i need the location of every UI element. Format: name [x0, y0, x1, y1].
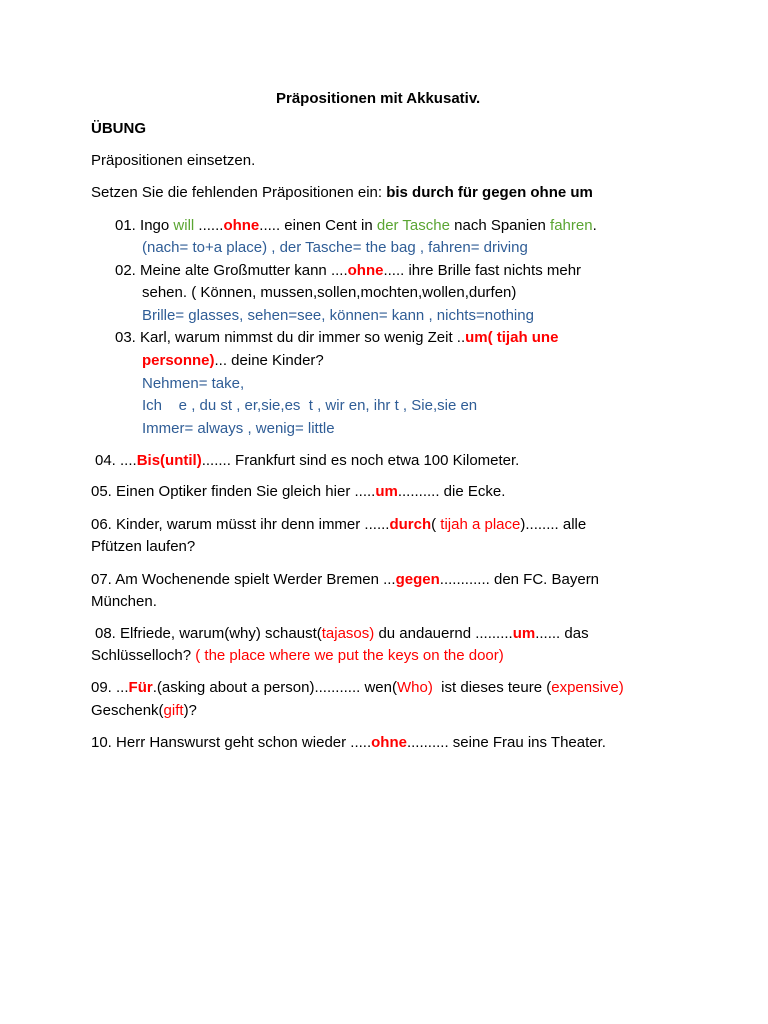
- exercise-text: ist dieses teure (: [432, 679, 552, 696]
- highlight-word: will: [173, 217, 195, 234]
- exercise-text: )?: [183, 702, 197, 719]
- highlight-word: fahren: [550, 217, 593, 234]
- exercise-text: (: [431, 516, 441, 533]
- answer-word: ohne: [223, 217, 260, 234]
- exercise-text: nach Spanien: [449, 217, 551, 234]
- exercise-09: [91, 677, 624, 699]
- instruction-text: Setzen Sie die fehlenden Präpositionen ein:: [91, 184, 387, 201]
- exercise-text: Schlüsselloch?: [91, 647, 196, 664]
- hint-text: gift: [163, 702, 184, 719]
- exercise-text: ...... das: [535, 625, 589, 642]
- exercise-03-line2: [142, 350, 324, 372]
- exercise-text: 06. Kinder, warum müsst ihr denn immer ......: [91, 516, 390, 533]
- exercise-02: [115, 260, 581, 282]
- exercise-text: 05. Einen Optiker finden Sie gleich hier .....: [91, 483, 376, 500]
- highlight-word: der Tasche: [376, 217, 450, 234]
- exercise-text: ....... Frankfurt sind es noch etwa 100 Kilometer.: [201, 452, 520, 469]
- answer-word: Für: [128, 679, 153, 696]
- exercise-10: [91, 732, 606, 754]
- answer-word: um: [375, 483, 398, 500]
- answer-word: gegen: [395, 571, 440, 588]
- exercise-09-line2: [91, 700, 197, 722]
- answer-word: ohne: [347, 262, 384, 279]
- exercise-01: [115, 215, 597, 237]
- answer-word: personne): [142, 352, 215, 369]
- exercise-text: 08. Elfriede, warum(why) schaust(: [95, 625, 322, 642]
- exercise-07-line2: München.: [91, 593, 157, 610]
- exercise-text: Meine alte Großmutter kann ....: [140, 262, 348, 279]
- exercise-text: 04. ....: [95, 452, 137, 469]
- exercise-text: )........ alle: [520, 516, 587, 533]
- exercise-text: du andauernd .........: [374, 625, 513, 642]
- exercise-08-line2: [91, 645, 504, 667]
- exercise-text: Geschenk(: [91, 702, 164, 719]
- exercise-text: 07. Am Wochenende spielt Werder Bremen ...: [91, 571, 396, 588]
- exercise-text: ......: [194, 217, 224, 234]
- exercise-text: .......... seine Frau ins Theater.: [406, 734, 606, 751]
- exercise-text: Karl, warum nimmst du dir immer so wenig Zeit ..: [140, 329, 466, 346]
- exercise-number: 03.: [115, 329, 136, 346]
- exercise-02-line2: sehen. ( Können, mussen,sollen,mochten,wollen,durfen): [142, 284, 517, 301]
- hint-text: Who): [397, 679, 433, 696]
- answer-word: Bis(until): [136, 452, 202, 469]
- conjugation-note: Ich e , du st , er,sie,es t , wir en, ihr t , Sie,sie en: [142, 397, 478, 414]
- vocab-note: Brille= glasses, sehen=see, können= kann , nichts=nothing: [142, 307, 534, 324]
- intro-text: Präpositionen einsetzen.: [91, 152, 256, 169]
- section-heading: ÜBUNG: [91, 120, 146, 137]
- exercise-text: 09. ...: [91, 679, 129, 696]
- answer-word: um( tijah une: [465, 329, 559, 346]
- exercise-06-line2: Pfützen laufen?: [91, 538, 196, 555]
- vocab-note: Immer= always , wenig= little: [142, 420, 335, 437]
- answer-word: ohne: [371, 734, 407, 751]
- exercise-text: 10. Herr Hanswurst geht schon wieder .....: [91, 734, 372, 751]
- answer-word: durch: [389, 516, 432, 533]
- page-title: Präpositionen mit Akkusativ.: [276, 90, 481, 107]
- exercise-07: [91, 569, 599, 591]
- hint-text: ( the place where we put the keys on the door): [195, 647, 504, 664]
- exercise-text: .(asking about a person)........... wen(: [152, 679, 397, 696]
- exercise-text: ..... ihre Brille fast nichts mehr: [383, 262, 582, 279]
- exercise-05: [91, 481, 505, 503]
- instruction-line: [91, 182, 593, 204]
- hint-text: expensive): [551, 679, 624, 696]
- exercise-06: [91, 514, 586, 536]
- exercise-text: .......... die Ecke.: [397, 483, 506, 500]
- exercise-04: [95, 450, 519, 472]
- hint-text: tajasos): [321, 625, 375, 642]
- exercise-text: ... deine Kinder?: [214, 352, 324, 369]
- vocab-note: Nehmen= take,: [142, 375, 245, 392]
- answer-word: um: [512, 625, 536, 642]
- vocab-note: (nach= to+a place) , der Tasche= the bag , fahren= driving: [142, 239, 528, 256]
- exercise-08: [95, 623, 589, 645]
- exercise-text: ............ den FC. Bayern: [439, 571, 600, 588]
- exercise-text: Ingo: [140, 217, 174, 234]
- exercise-number: 01.: [115, 217, 136, 234]
- exercise-number: 02.: [115, 262, 136, 279]
- exercise-03: [115, 327, 558, 349]
- exercise-text: .: [592, 217, 597, 234]
- instruction-word-list: bis durch für gegen ohne um: [386, 184, 593, 201]
- hint-text: tijah a place: [440, 516, 521, 533]
- exercise-text: ..... einen Cent in: [259, 217, 377, 234]
